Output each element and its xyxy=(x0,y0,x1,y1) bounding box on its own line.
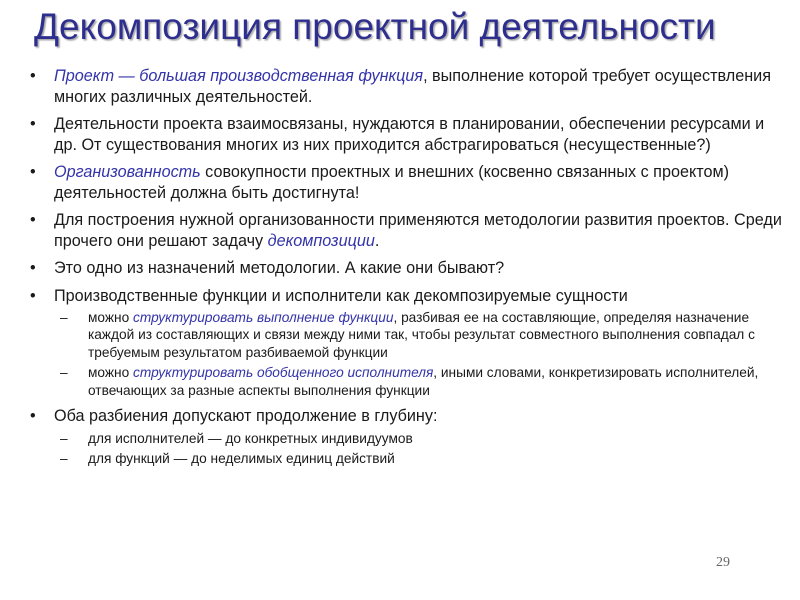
sub-bullet-item xyxy=(30,364,790,399)
sub-bullet-item xyxy=(30,430,790,447)
bullet-text: Для построения нужной организованности применяются методологии развития проектов. Среди прочего они решают задачу xyxy=(54,211,782,250)
bullet-text: Это одно из назначений методологии. А какие они бывают? xyxy=(54,259,505,277)
sub-bullet-text: , разбивая ее на составляющие, определяя назначение каждой из составляющих и связи между ними так, чтобы результат совместного выполнения совпадал с требуемым результатом разбиваемой функции xyxy=(88,310,755,360)
bullet-marker: • xyxy=(30,67,36,85)
sub-bullet-marker: – xyxy=(60,365,68,381)
slide-title: Декомпозиция проектной деятельности xyxy=(34,6,716,47)
sub-bullet-prefix: можно xyxy=(88,310,133,325)
bullet-marker: • xyxy=(30,115,36,133)
bullet-text: , выполнение которой требует осуществления многих различных деятельностей. xyxy=(54,67,771,106)
bullet-text: совокупности проектных и внешних (косвенно связанных с проектом) деятельностей должна быть достигнута! xyxy=(54,163,729,202)
highlight-term: структурировать выполнение функции xyxy=(133,310,394,325)
bullet-marker: • xyxy=(30,259,36,277)
bullet-item xyxy=(30,114,790,155)
bullet-item xyxy=(30,210,790,251)
page-number: 29 xyxy=(716,555,730,570)
bullet-item xyxy=(30,286,790,307)
sub-bullet-prefix: можно xyxy=(88,365,133,381)
sub-bullet-marker: – xyxy=(60,450,68,466)
sub-bullet-marker: – xyxy=(60,430,68,446)
bullet-item xyxy=(30,66,790,107)
bullet-list xyxy=(30,66,790,470)
bullet-text: Оба разбиения допускают продолжение в глубину: xyxy=(54,407,438,426)
highlight-term: Организованность xyxy=(54,163,201,181)
bullet-marker: • xyxy=(30,163,36,181)
highlight-term: декомпозиции xyxy=(267,231,375,250)
bullet-marker: • xyxy=(30,407,36,426)
bullet-item xyxy=(30,406,790,427)
sub-bullet-marker: – xyxy=(60,310,68,325)
highlight-term: структурировать обобщенного исполнителя xyxy=(133,365,434,381)
sub-bullet-text: для функций — до неделимых единиц действий xyxy=(88,450,395,466)
bullet-text-tail: . xyxy=(374,231,380,250)
bullet-marker: • xyxy=(30,286,36,305)
highlight-term: Проект — большая производственная функция xyxy=(54,67,424,85)
sub-bullet-item xyxy=(30,309,790,361)
bullet-text: Производственные функции и исполнители как декомпозируемые сущности xyxy=(54,286,628,305)
bullet-item xyxy=(30,258,790,279)
bullet-item xyxy=(30,162,790,203)
bullet-marker: • xyxy=(30,211,36,229)
bullet-text: Деятельности проекта взаимосвязаны, нуждаются в планировании, обеспечении ресурсами и др. От существования многих из них приходится абстрагироваться (несущественные?) xyxy=(54,115,765,154)
sub-bullet-text: для исполнителей — до конкретных индивидуумов xyxy=(88,430,413,446)
sub-bullet-item xyxy=(30,450,790,467)
sub-bullet-text: , иными словами, конкретизировать исполнителей, отвечающих за разные аспекты выполнения функции xyxy=(88,365,759,398)
